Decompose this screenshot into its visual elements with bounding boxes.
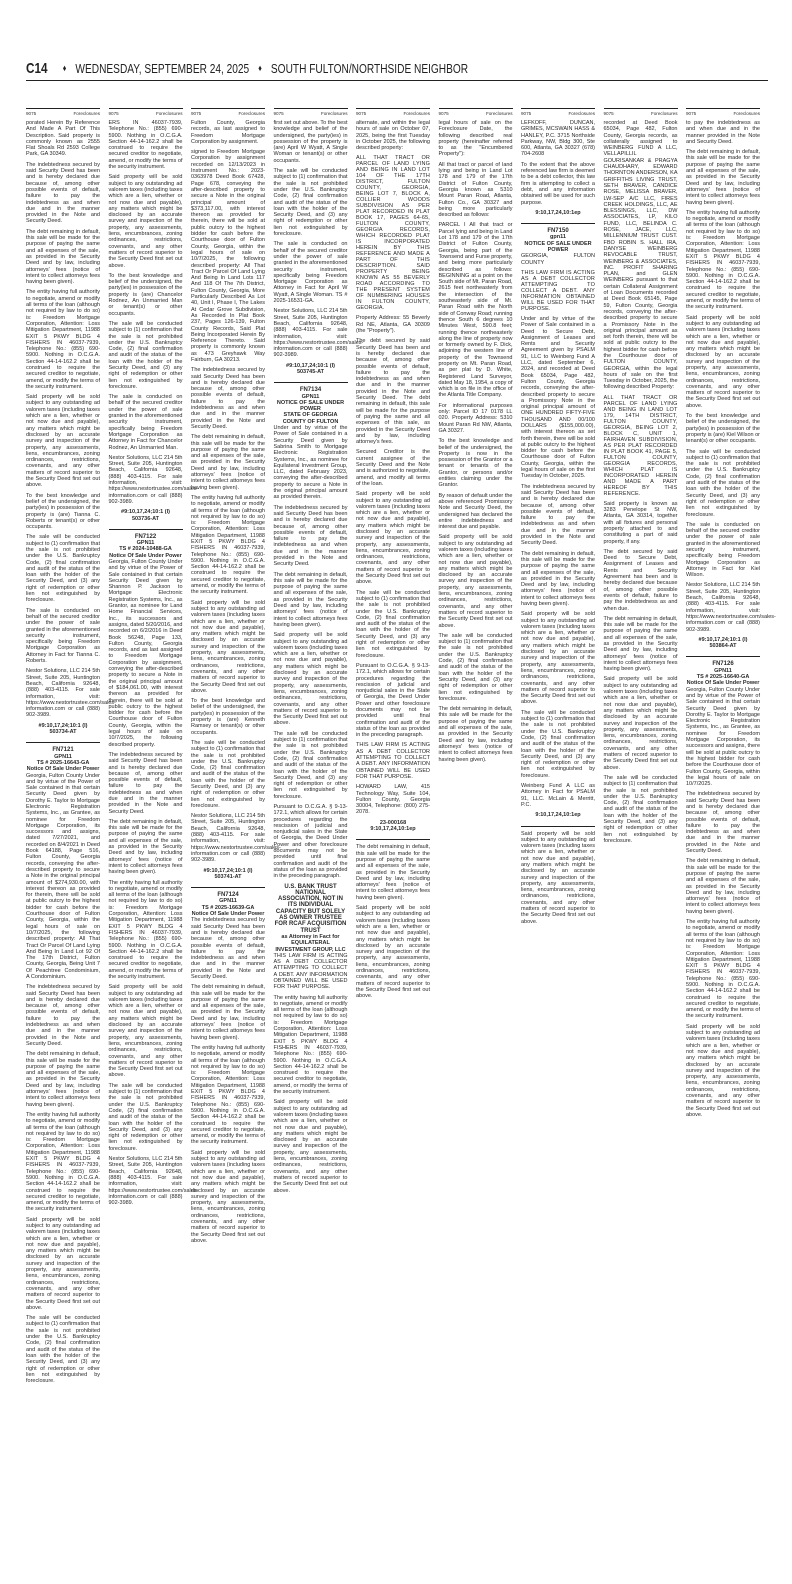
notice-paragraph: Property Address: 55 Beverly Rd NE, Atlanta, GA 30309 (the "Property"). [356, 315, 430, 335]
notice-paragraph: The entity having full authority to negotiate, amend or modify all terms of the loan (although not required by law to do so) is: Freedom Mortgage Corporation, Attention: Loss Mitigation Department, 11988 EXIT 5 PKWY BLDG 4 FISHERS IN 46037-7939, Telephone No.: (855) 690-5900. Nothing in O.C.G.A. Section 44-14-162.2 shall be construed to require the secured creditor to negotiate, amend, or modify the terms of the security instrument. [26, 1111, 100, 1213]
publication-reference: #9:10,17,24;10:1 (I) [203, 867, 253, 874]
notice-paragraph: Georgia, Fulton County Under and by virtue of the Power of Sale contained in that certain Security Deed given by Shannon P. Jackson to Mortgage Electronic Registration Systems, Inc., as Grantor, as nominee for Land Home Financial Services, Inc., its successors and assigns, dated 5/20/2016, and recorded on 6/2/2016 in Deed Book 56248, Page 133, Fulton County, Georgia records, and as last assigned to Freedom Mortgage Corporation by assignment, conveying the after-described property to secure a Note in the original principal amount of $184,061.00, with interest thereon as provided for therein, there will be sold at public outcry to the highest bidder for cash before the Courthouse door of Fulton County, Georgia, within the legal hours of sale on 10/7/2025, the following described property. [108, 559, 183, 748]
column-body [439, 120, 513, 763]
publication-reference: 9:10,17,24,10:1ep [370, 826, 416, 833]
notice-column [273, 108, 364, 1584]
notice-paragraph: The indebtedness secured by said Security Deed has been and is hereby declared due because of, among other possible events of default, failure to pay the indebtedness as and when due and in the manner provided in the Note and Security Deed. [26, 161, 100, 225]
notice-heading: Notice Of Sale Under Power [26, 766, 100, 773]
classified-label: Foreclosures [238, 111, 265, 116]
notice-heading: Notice Of Sale Under Power [191, 911, 265, 918]
notice-paragraph: Pursuant to O.C.G.A. § 9-13-172.1, which allows for certain procedures regarding the rescission of judicial and nonjudicial sales in the State of Georgia, the Deed Under Power and other foreclosure documents may not be provided until final confirmation and audit of the status of the loan as provided in the preceding paragraph. [356, 662, 430, 739]
notice-paragraph: The debt remaining in default, this sale will be made for the purpose of paying the same and all expenses of the sale, as provided in the Security Deed and by law, including attorneys' fees (notice of intent to collect attorneys fees having been given). [356, 844, 430, 901]
notice-paragraph: Georgia, Fulton County Under and by virtue of the Power of Sale contained in that certain Security Deed given by Dorothy E. Taylor to Mortgage Electronic Registration Systems, Inc., as Grantee, as nominee for Freedom Mortgage Corporation, its successors and assigns, dated 7/27/2021, and recorded on 8/4/2021 in Deed Book 64188, Page 516, Fulton County, Georgia records, conveying the after-described property to secure a Note in the original principal amount of $274,930.00, with interest thereon as provided for therein, there will be sold at public outcry to the highest bidder for cash before the Courthouse door of Fulton County, Georgia, within the legal hours of sale on 10/7/2025, the following described property: All That Tract Or Parcel Of Land Lying And Being In Land Lot 92 Of The 17th District, Fulton County, Georgia, Being Unit 7 Of Peachtree Condominium, A Condominium. [26, 772, 100, 980]
notice-paragraph: The sale will be conducted subject to (1) confirmation that the sale is not prohibited under the U.S. Bankruptcy Code, (2) final confirmation and audit of the status of the loan with the holder of the Security Deed, and (3) any right of redemption or other lien not extinguished by foreclosure. [26, 534, 100, 604]
page-masthead [26, 58, 768, 81]
notice-divider [356, 839, 430, 840]
notice-paragraph: The sale will be conducted subject to (1) confirmation that the sale is not prohibited under the U.S. Bankruptcy Code, (2) final confirmation and audit of the status of the loan with the holder of the Security Deed, and (3) any right of redemption or other lien not extinguished by foreclosure. [273, 730, 348, 800]
column-body [686, 120, 776, 1118]
notice-paragraph: porated Herein By Reference And Made A Part Of This Description. Said property is commonly known as 2555 Flat Shoals Rd 2593 College Park, GA 30349. [26, 120, 100, 158]
notice-heading: EQUILATERAL INVESTMENT GROUP, LLC [275, 940, 346, 953]
notice-paragraph: The debt remaining in default, this sale will be made for the purpose of paying the same and all expenses of the sale, as provided in the Security Deed and by law, including attorneys' fees (notice of intent to collect attorneys fees having been given). [686, 149, 760, 206]
notice-paragraph: Said property will be sold subject to any outstanding ad valorem taxes (including taxes which are a lien, whether or not now due and payable), any matters which might be disclosed by an accurate survey and inspection of the property, any assessments, liens, encumbrances, zoning ordinances, restrictions, covenants, and any other matters of record superior to the Security Deed first set out above. [686, 1023, 760, 1118]
publication-reference: #9:10,17,24;10:1 (I) [121, 509, 170, 516]
classified-code: 9075 [273, 111, 284, 116]
diamond-separator-icon: ♦ [258, 63, 262, 73]
column-body [108, 120, 199, 1207]
notice-paragraph: The indebtedness secured by said Security Deed has been and is hereby declared due because of, among other possible events of default, failure to pay the indebtedness as and when due and in the manner provided in the Note and Security Deed. [686, 791, 760, 855]
notice-paragraph: The debt remaining in default, this sale will be made for the purpose of paying the same and all expenses of the sale, as provided in the Security Deed and by law, including attorneys' fees (notice of intent to collect attorneys fees having been given). [521, 550, 595, 607]
notice-paragraph: The sale will be conducted subject to (1) confirmation that the sale is not prohibited under the U.S. Bankruptcy Code, (2) final confirmation and audit of the status of the loan with the holder of the Security Deed, and (3) any right of redemption or other lien not extinguished by foreclosure. [686, 448, 760, 518]
notice-paragraph: To the best knowledge and belief of the undersigned, the Property is now in the possession of the Grantor or a tenant or tenants of the Grantor, or persons and/or entities claiming under the Grantor. [438, 438, 513, 489]
notice-heading: TS # 2024-10488-GA [119, 546, 172, 553]
publication-reference: 503864-AT [709, 643, 737, 650]
notice-heading: STATE OF GEORGIA [283, 412, 338, 419]
notice-paragraph: Nestor Solutions, LLC 214 5th Street, Suite 205, Huntington Beach, California 92648, (888) 403-4115. For sale information, visit: https://www.nestortrustee.com/sales-information.com or call (888) 902-3989. [686, 582, 776, 633]
notice-heading: FN7121 [52, 747, 74, 754]
notice-heading: FN7150 [547, 228, 569, 235]
notice-heading: COUNTY OF FULTON [282, 418, 339, 425]
notice-paragraph: ERS IN 46037-7939, Telephone No.: (855) 690-5900. Nothing in O.C.G.A. Section 44-14-162.2 shall be construed to require the secured creditor to negotiate, amend, or modify the terms of the security instrument. [108, 120, 183, 171]
notice-paragraph: Said property is known as 3283 Penelope St NW, Atlanta, GA 30314, together with all fixtures and personal property attached to and constituting a part of said property, if any. [603, 500, 678, 545]
notice-paragraph: The sale will be conducted subject to (1) confirmation that the sale is not prohibited under the U.S. Bankruptcy Code, (2) final confirmation and audit of the status of the loan with the holder of the Security Deed, and (3) any right of redemption or other lien not extinguished by foreclosure. [356, 589, 430, 659]
classified-code: 9075 [356, 111, 367, 116]
notice-heading: gpn11 [550, 234, 566, 241]
notice-paragraph: The sale will be conducted subject to (1) confirmation that the sale is not prohibited under the U.S. Bankruptcy Code, (2) final confirmation and audit of the status of the loan with the holder of the Security Deed, and (3) any right of redemption or other lien not extinguished by foreclosure. [273, 168, 348, 238]
notice-heading: Notice Of Sale Under Power [109, 552, 182, 559]
publication-reference: 9:10,17,24,10:1ep [535, 812, 581, 819]
notice-paragraph: alternate, and within the legal hours of sale on October 07, 2025, being the first Tuesday in October 2025, the following described property: [356, 120, 430, 152]
notice-paragraph: Said property will be sold subject to any outstanding ad valorem taxes (including taxes which are a lien, whether or not now due and payable), any matters which might be disclosed by an accurate survey and inspection of the property, any assessments, liens, encumbrances, zoning ordinances, restrictions, covenants, and any other matters of record superior to the Security Deed first set out above. [686, 314, 760, 409]
notice-heading: FN7124 [217, 892, 239, 899]
notice-column [686, 108, 776, 1584]
notice-paragraph: The debt remaining in default, this sale will be made for the purpose of paying the same and all expenses of the sale, as provided in the Security Deed and by law, including attorneys' fees (notice of intent to collect attorneys fees having been given). [26, 1051, 100, 1108]
classified-label: Foreclosures [403, 111, 430, 116]
column-heading [686, 108, 760, 120]
notice-paragraph: The debt remaining in default, this sale will be made for the purpose of paying the same and all expenses of the sale, as provided in the Security Deed and by law, including attorneys' fees (notice of intent to collect attorneys fees having been given). [26, 228, 100, 286]
notice-column [604, 108, 678, 1584]
notice-paragraph: The debt secured by said Deed to Secure Debt, Assignment of Leases and Rents and Security Agreement has been and is hereby declared due because of, among other possible events of default, failure to pay the indebtedness as and when due. [603, 548, 678, 612]
notice-paragraph: Nestor Solutions, LLC 214 5th Street, Suite 205, Huntington Beach, California 92648, (888) 403-4115. For sale information, visit: https://www.nestortrustee.com/sales-information.com or call (888) 902-3989. [191, 813, 281, 864]
notice-heading: TS # 2025-16640-GA [696, 674, 750, 681]
notice-paragraph: Said property will be sold subject to any outstanding ad valorem taxes (including taxes which are a lien, whether or not now due and payable), any matters which might be disclosed by an accurate survey and inspection of the property, any assessments, liens, encumbrances, zoning ordinances, restrictions, covenants, and any other matters of record superior to the Security Deed first set out above. [438, 534, 513, 629]
notice-paragraph: Weinberg Fund A LLC as Attorney in Fact for PSALM 91, LLC. McLain & Merritt, P.C. [521, 783, 595, 808]
notice-paragraph: The entity having full authority to negotiate, amend or modify all terms of the loan (although not required by law to do so) is: Freedom Mortgage Corporation, Attention: Loss Mitigation Department, 11988 EXIT 5 PKWY BLDG 4 FISHERS IN 46037-7939, Telephone No.: (855) 690-5900. Nothing in O.C.G.A. Section 44-14-162.2 shall be construed to require the secured creditor to negotiate, amend, or modify the terms of the security instrument. [26, 289, 100, 390]
classified-code: 9075 [521, 111, 532, 116]
notice-paragraph: To the best knowledge and belief of the undersigned, the party(ies) in possession of the property is (are) Kiel Wilson or tenant(s) or other occupants. [686, 413, 760, 445]
notice-paragraph: Said property will be sold subject to any outstanding ad valorem taxes (including taxes which are a lien, whether or not now due and payable), any matters which might be disclosed by an accurate survey and inspection of the property, any assessments, liens, encumbrances, zoning ordinances, restrictions, covenants, and any other matters of record superior to the Security Deed first set out above. [273, 1099, 348, 1194]
notice-paragraph: Said property will be sold subject to any outstanding ad valorem taxes (including taxes which are a lien, whether or not now due and payable), any matters which might be disclosed by an accurate survey and inspection of the property, any assessments, liens, encumbrances, zoning ordinances, restrictions, covenants, and any other matters of record superior to the Security Deed first set out above. [603, 676, 678, 771]
notice-column [521, 108, 595, 1584]
notice-paragraph: The debt remaining in default, this sale will be made for the purpose of paying the same and all expenses of the sale, as provided in the Security Deed and by law, including attorneys' fees (notice of intent to collect attorneys fees having been given). [191, 984, 265, 1041]
notice-paragraph: The debt remaining in default, this sale will be made for the purpose of paying the same and all expenses of the sale, as provided in the Security Deed and by law, including attorneys' fees (notice of intent to collect attorneys fees having been given). [686, 858, 760, 915]
notice-heading: NOTICE OF SALE UNDER POWER [276, 399, 345, 413]
notice-paragraph: to pay the indebtedness as and when due and in the manner provided in the Note and Security Deed. [686, 120, 760, 145]
notice-column [439, 108, 513, 1584]
notice-paragraph: Secured Creditor is the current assignee of the Security Deed and the Note and is authorized to negotiate, amend, and modify all terms of the loan. [356, 449, 430, 487]
notice-paragraph: The sale will be conducted subject to (1) confirmation that the sale is not prohibited under the U.S. Bankruptcy Code, (2) final confirmation and audit of the status of the loan with the holder of the Security Deed, and (3) any right of redemption or other lien not extinguished by foreclosure. [191, 739, 265, 809]
column-heading [356, 108, 430, 120]
classified-label: Foreclosures [155, 111, 183, 116]
notice-paragraph: The entity having full authority to negotiate, amend or modify all terms of the loan (although not required by law to do so) is: Freedom Mortgage Corporation, Attention: Loss Mitigation Department, 11988 EXIT 5 PKWY BLDG 4 FISHERS IN 46037-7939, Telephone No.: (855) 690-5900. Nothing in O.C.G.A. Section 44-14-162.2 shall be construed to require the secured creditor to negotiate, amend, or modify the terms of the security instrument. [273, 994, 348, 1096]
notice-paragraph: The debt remaining in default, this sale will be made for the purpose of paying the same and all expenses of the sale, as provided in the Security Deed and by law, including attorneys' fees (notice of intent to collect attorneys fees having been given). [603, 615, 678, 673]
notice-paragraph: To the best knowledge and belief of the undersigned, the party(ies) in possession of the property is (are) Tianna C. Roberts or tenant(s) or other occupants. [26, 492, 100, 531]
notice-paragraph: The debt remaining in default, this sale will be made for the purpose of paying the same and all expenses of the sale, as provided in the Security Deed and by law, including attorneys' fees (notice of intent to collect attorneys fees having been given). [438, 706, 513, 763]
notice-heading: GPN11 [54, 753, 72, 760]
section-name: SOUTH FULTON/NORTHSIDE NEIGHBOR [270, 61, 469, 76]
notice-paragraph: To the extent that the above referenced law firm is deemed to be a debt collector, this law firm is attempting to collect a debt, and any information obtained will be used for such purpose. [521, 161, 595, 206]
notice-paragraph: Georgia, Fulton County Under and by virtue of the Power of Sale contained in that certain Security Deed given by Dorothy E. Taylor to Mortgage Electronic Registration Systems, Inc., as Grantee, as nominee for Freedom Mortgage Corporation, its successors and assigns, there will be sold at public outcry to the highest bidder for cash before the Courthouse door of Fulton County, Georgia, within the legal hours of sale on 10/7/2025. [686, 686, 760, 788]
notice-paragraph: GEORGIA, FULTON COUNTY [521, 253, 595, 266]
notice-paragraph: Nestor Solutions, LLC 214 5th Street, Suite 205, Huntington Beach, California 92648, (888) 403-4115. For sale information, visit: https://www.nestortrustee.com/sales-information.com or call (888) 902-3989. [108, 454, 199, 505]
diamond-separator-icon: ♦ [62, 63, 67, 73]
notice-paragraph: Fulton County, Georgia records, as last assigned to Freedom Mortgage Corporation by assignment. [191, 120, 265, 145]
notice-paragraph: The sale will be conducted subject to (1) confirmation that the sale is not prohibited under the U.S. Bankruptcy Code, (2) final confirmation and audit of the status of the loan with the holder of the Security Deed, and (3) any right of redemption or other lien not extinguished by foreclosure. [521, 709, 595, 779]
classified-label: Foreclosures [485, 111, 513, 116]
notice-divider [686, 656, 760, 657]
notice-divider [26, 742, 100, 743]
notice-divider [521, 223, 595, 224]
column-heading [109, 108, 183, 120]
column-body [604, 120, 678, 844]
notice-paragraph: The entity having full authority to negotiate, amend or modify all terms of the loan (although not required by law to do so) is: Freedom Mortgage Corporation, Attention: Loss Mitigation Department, 11988 EXIT 5 PKWY BLDG 4 FISHERS IN 46037-7939, Telephone No.: (855) 690-5900. Nothing in O.C.G.A. Section 44-14-162.2 shall be construed to require the secured creditor to negotiate, amend, or modify the terms of the security instrument. [108, 879, 183, 980]
notice-paragraph: The debt remaining in default, this sale will be made for the purpose of paying the same and all expenses of the sale, as provided in the Security Deed and by law, including attorneys' fees (notice of intent to collect attorneys fees having been given). [191, 434, 265, 491]
notice-heading: FN7122 [134, 533, 157, 540]
notice-paragraph: Pursuant to O.C.G.A. § 9-13-172.1, which allows for certain procedures regarding the rescission of judicial and nonjudicial sales in the State of Georgia, the Deed Under Power and other foreclosure documents may not be provided until final confirmation and audit of the status of the loan as provided in the preceding paragraph. [273, 803, 348, 880]
notice-divider [109, 529, 183, 530]
publication-reference: 503734-AT [49, 729, 77, 736]
notice-paragraph: THIS LAW FIRM IS ACTING AS A DEBT COLLECTOR ATTEMPTING TO COLLECT A DEBT. ANY INFORMATION OBTAINED WILL BE USED FOR THAT PURPOSE. [521, 269, 595, 312]
classified-code: 9075 [108, 111, 119, 116]
notice-paragraph: HOWARD LAW, 415 Technology Way, Suite 104, Fulton County, Georgia 30004, Telephone: (800) 275-2078. [356, 784, 430, 816]
notice-paragraph: The sale will be conducted subject to (1) confirmation that the sale is not prohibited under the U.S. Bankruptcy Code, (2) final confirmation and audit of the status of the loan with the holder of the Security Deed, and (3) any right of redemption or other lien not extinguished by foreclosure. [438, 632, 513, 702]
notice-paragraph: The indebtedness secured by said Security Deed has been and is hereby declared due because of, among other possible events of default, failure to pay the indebtedness as and when due and in the manner provided in the Note and Security Deed. [191, 367, 265, 430]
classified-code: 9075 [26, 111, 37, 116]
notice-paragraph: ALL THAT TRACT OR PARCEL OF LAND LYING AND BEING IN LAND LOT 179, 14TH DISTRICT, FULTON COUNTY, GEORGIA, BEING LOT 2, BLOCK C, UNIT 1, FAIRHAVEN SUBDIVISION, AS PER PLAT RECORDED IN PLAT BOOK 41, PAGE 5, FULTON COUNTY, GEORGIA RECORDS, WHICH PLAT IS INCORPORATED HEREIN AND MADE A PART HEREOF BY THIS REFERENCE. [603, 394, 678, 497]
notice-paragraph: ALL THAT TRACT OR PARCEL OF LAND LYING AND BEING IN LAND LOT 104 OF THE 17TH DISTRICT, FULTON COUNTY, GEORGIA, BEING LOT 7, BLOCK A, COLLIER WOODS SUBDIVISION AS PER PLAT RECORDED IN PLAT BOOK 17, PAGES 64-65, FULTON COUNTY, GEORGIA RECORDS, WHICH RECORDED PLAT IS INCORPORATED HEREIN BY THIS REFERENCE AND MADE A PART OF THIS DESCRIPTION. SAID PROPERTY BEING KNOWN AS 55 BEVERLY ROAD ACCORDING TO THE PRESENT SYSTEM OF NUMBERING HOUSES IN FULTON COUNTY, GEORGIA. [356, 155, 430, 312]
notice-paragraph: Said property will be sold subject to any outstanding ad valorem taxes (including taxes which are a lien, whether or not now due and payable), any matters which might be disclosed by an accurate survey and inspection of the property, any assessments, liens, encumbrances, zoning ordinances, restrictions, covenants, and any other matters of record superior to the Security Deed first set out above. [108, 174, 183, 269]
notice-paragraph: THIS LAW FIRM IS ACTING AS A DEBT COLLECTOR ATTEMPTING TO COLLECT A DEBT. ANY INFORMATION OBTAINED WILL BE USED FOR THAT PURPOSE. [273, 952, 348, 991]
notice-paragraph: Said property will be sold subject to any outstanding ad valorem taxes (including taxes which are a lien, whether or not now due and payable), any matters which might be disclosed by an accurate survey and inspection of the property, any assessments, liens, encumbrances, zoning ordinances, restrictions, covenants, and any other matters of record superior to the Security Deed first set out above. [108, 984, 183, 1079]
classified-label: Foreclosures [650, 111, 678, 116]
column-body [356, 120, 430, 999]
column-heading [274, 108, 348, 120]
notice-paragraph: The indebtedness secured by said Security Deed has been and is hereby declared due because of, among other possible events of default, failure to pay the indebtedness as and when due and in the manner provided in the Note and Security Deed. [521, 483, 595, 547]
notice-paragraph: The sale will be conducted subject to (1) confirmation that the sale is not prohibited under the U.S. Bankruptcy Code, (2) final confirmation and audit of the status of the loan with the holder of the Security Deed, and (3) any right of redemption or other lien not extinguished by foreclosure. [108, 1082, 183, 1152]
notice-paragraph: The sale will be conducted subject to (1) confirmation that the sale is not prohibited under the U.S. Bankruptcy Code, (2) final confirmation and audit of the status of the loan with the holder of the Security Deed, and (3) any right of redemption or other lien not extinguished by foreclosure. [108, 320, 183, 390]
notice-column [356, 108, 430, 1584]
notice-heading: GPN11 [714, 667, 732, 674]
classified-code: 9075 [603, 111, 614, 116]
publication-reference: 23-000168 [379, 819, 407, 826]
notice-paragraph: PARCEL I All that tract or Parcel lying and being in Land Lot 178 and 179 of the 17th District of Fulton County, Georgia, being part of the Townsend and Furse property, and being more particularly described as follows: BEGINNING at a point on the South side of Mt. Paran Road, 2615 feet northeasterly from the intersection of the southeasterly side of Mt. Paran Road with the North side of Conway Road; running thence South 6 degrees 10 Minutes West, 590.8 feet; running thence northeasterly along the line of property now or formerly owned by F. Dick, adjoining the western line of property of the Townsend property on Mt. Paran Road, as per plat by D. White, Registered Land Surveyor, dated May 18, 1954, a copy of which is on file in the office of the Atlanta Title Company. [438, 222, 513, 399]
notice-paragraph: The sale will be conducted subject to (1) confirmation that the sale is not prohibited under the U.S. Bankruptcy Code, (2) final confirmation and audit of the status of the loan with the holder of the Security Deed, and (3) any right of redemption or other lien not extinguished by foreclosure. [603, 774, 678, 844]
column-body [191, 120, 281, 1244]
notice-divider [274, 382, 348, 383]
notice-paragraph: The entity having full authority to negotiate, amend or modify all terms of the loan (although not required by law to do so) is: Freedom Mortgage Corporation, Attention: Loss Mitigation Department, 11988 EXIT 5 PKWY BLDG 4 FISHERS IN 46037-7939, Telephone No.: (855) 690-5900. Nothing in O.C.G.A. Section 44-14-162.2 shall be construed to require the secured creditor to negotiate, amend, or modify the terms of the security instrument. [686, 919, 760, 1020]
notice-column [26, 108, 116, 1584]
publication-reference: #9:10,17,24;10:1 (I) [698, 636, 748, 643]
notice-paragraph: The entity having full authority to negotiate, amend or modify all terms of the loan (although not required by law to do so) is: Freedom Mortgage Corporation, Attention: Loss Mitigation Department, 11988 EXIT 5 PKWY BLDG 4 FISHERS IN 46037-7939, Telephone No.: (855) 690-5900. Nothing in O.C.G.A. Section 44-14-162.2 shall be construed to require the secured creditor to negotiate, amend, or modify the terms of the security instrument. [191, 494, 265, 596]
notice-paragraph: The debt remaining in default, this sale will be made for the purpose of paying the same and all expenses of the sale, as provided in the Security Deed and by law, including attorneys' fees (notice of intent to collect attorneys fees having been given). [273, 571, 348, 628]
notice-heading: TS # 2025-16643-GA [36, 759, 90, 766]
notice-paragraph: To the best knowledge and belief of the undersigned, the party(ies) in possession of the property is (are) Chancelor Rodnez, An Unmarried Man or tenant(s) or other occupants. [108, 272, 183, 317]
notice-paragraph: To the best knowledge and belief of the undersigned, the party(ies) in possession of the property is (are) Kenneth Ramsey or tenant(s) or other occupants. [191, 698, 265, 736]
publication-reference: #9:10,17,24;10:1 (I) [286, 362, 335, 369]
notice-paragraph: Said property will be sold subject to any outstanding ad valorem taxes (including taxes which are a lien, whether or not now due and payable), any matters which might be disclosed by an accurate survey and inspection of the property, any assessments, liens, encumbrances, zoning ordinances, restrictions, covenants, and any other matters of record superior to the Security Deed first set out above. [521, 830, 595, 925]
notice-column [108, 108, 199, 1584]
notice-paragraph: The sale is conducted on behalf of the secured creditor under the power of sale granted in the aforementioned security instrument, specifically being Freedom Mortgage Corporation as Attorney in Fact for Tianna C. Roberts. [26, 607, 100, 665]
notice-paragraph: recorded at Deed Book 65034, Page 482, Fulton County, Georgia records, as collaterally assigned to WEINBERG FUND A LLC, VELLAPILLIL GOURISANKAR & PRAGYA CHAUDHARY, EDWARD THORNTON ANDERSON, KA GRIFFITHS LIVING TRUST, SETH BRAVER, CANDICE ROSE, MELISSA BRAVER, LW-SEP A/C LLC, FIRES CREEK HOLDINGS, LLC, AE BLESSINGS, LLC, DW ASSOCIATES, LP, KILO FUND, LLC, BELINDA C. ROSE, JACE, LLC, MILLENNIUM TRUST CUST. FBO ROBIN S. HALL IRA, DANYSE WEINBERG REVOCABLE TRUST, WEINBERG & ASSOCIATES, INC. PROFIT SHARING PLAN, and GLEN WEINBERG pursuant to that certain Collateral Assignment of Loan Documents recorded at Deed Book 65145, Page 59, Fulton County, Georgia records, conveying the after-described property to secure a Promissory Note in the original principal amount as set forth therein, there will be sold at public outcry to the highest bidder for cash before the Courthouse door of FULTON COUNTY, GEORGIA, within the legal hours of sale on the first Tuesday in October, 2025, the following described Property: [603, 120, 678, 391]
notice-paragraph: The entity having full authority to negotiate, amend or modify all terms of the loan (although not required by law to do so) is: Freedom Mortgage Corporation, Attention: Loss Mitigation Department, 11988 EXIT 5 PKWY BLDG 4 FISHERS IN 46037-7939, Telephone No.: (855) 690-5900. Nothing in O.C.G.A. Section 44-14-162.2 shall be construed to require the secured creditor to negotiate, amend, or modify the terms of the security instrument. [686, 209, 760, 311]
classified-label: Foreclosures [733, 111, 760, 116]
notice-column [191, 108, 281, 1584]
classified-label: Foreclosures [320, 111, 348, 116]
notice-heading: GPN11 [136, 540, 155, 547]
notice-paragraph: Under and by virtue of the Power of Sale contained in a Deed to Secure Debt, Assignment of Leases and Rents and Security Agreement given by PSALM 91, LLC to Weinberg Fund A LLC, dated September 6, 2024, and recorded at Deed Book 65034, Page 482, Fulton County, Georgia records, conveying the after-described property to secure a Promissory Note in the original principal amount of ONE HUNDRED FIFTY-FIVE THOUSAND AND 00/100 DOLLARS ($155,000.00), with interest thereon as set forth therein, there will be sold at public outcry to the highest bidder for cash before the Courthouse door of Fulton County, Georgia, within the legal hours of sale on the first Tuesday in October, 2025. [521, 315, 595, 480]
column-heading [439, 108, 513, 120]
notice-paragraph: legal hours of sale on the Foreclosure Date, the following described real property (hereinafter referred to as the "Encumbered Property"): [438, 120, 513, 158]
notice-paragraph: Nestor Solutions, LLC 214 5th Street, Suite 205, Huntington Beach, California 92648, (888) 403-4115. For sale information, visit: https://www.nestortrustee.com/sales-information.com or call (888) 902-3989. [108, 1156, 199, 1207]
publication-reference: 503745-AT [296, 368, 325, 375]
notice-divider [191, 887, 265, 888]
publication-reference: #9:10,17,24;10:1 (I) [38, 722, 88, 729]
notice-paragraph: The sale will be conducted subject to (1) confirmation that the sale is not prohibited under the U.S. Bankruptcy Code, (2) final confirmation and audit of the status of the loan with the holder of the Security Deed, and (3) any right of redemption or other lien not extinguished by foreclosure. [26, 1315, 100, 1385]
notice-paragraph: All that tract or parcel of land lying and being in Land Lot 178 and 179 of the 17th District of Fulton County, Georgia known as 5310 Mount Paran Road, Atlanta, Fulton Co., GA 30327 and being more particularly described as follows: [438, 161, 513, 219]
notice-paragraph: The sale is conducted on behalf of the secured creditor under the power of sale granted in the aforementioned security instrument, specifically being Freedom Mortgage Corporation as Attorney in Fact for Chancelor Rodnez, An Unmarried Man. [108, 394, 183, 451]
notice-heading: NOTICE OF SALE UNDER POWER [524, 240, 592, 254]
notice-heading: FN7126 [712, 661, 734, 668]
notice-paragraph: Under and by virtue of the Power of Sale contained in a Security Deed given by Sabrina Smith to Mortgage Electronic Registration Systems, Inc., as nominee for Equilateral Investment Group, LLC, dated February 2023, conveying the after-described property to secure a Note in the original principal amount as provided therein. [273, 425, 348, 501]
classified-label: Foreclosures [568, 111, 595, 116]
notice-paragraph: The indebtedness secured by said Security Deed has been and is hereby declared due because of, among other possible events of default, failure to pay the indebtedness as and when due and in the manner provided in the Note and Security Deed. [108, 751, 183, 815]
notice-paragraph: Said property will be sold subject to any outstanding ad valorem taxes (including taxes which are a lien, whether or not now due and payable), any matters which might be disclosed by an accurate survey and inspection of the property, any assessments, liens, encumbrances, zoning ordinances, restrictions, covenants, and any other matters of record superior to the Security Deed first set out above. [273, 632, 348, 727]
column-heading [191, 108, 265, 120]
classified-code: 9075 [438, 111, 449, 116]
publication-reference: 9:10,17,24,10:1ep [535, 209, 581, 216]
notice-paragraph: By reason of default under the above referenced Promissory Note and Security Deed, the undersigned has declared the entire indebtedness and interest due and payable. [438, 492, 513, 531]
notice-paragraph: Nestor Solutions, LLC 214 5th Street, Suite 205, Huntington Beach, California 92648, (888) 403-4115. For sale information, visit: https://www.nestortrustee.com/sales-information.com or call (888) 902-3989. [26, 668, 116, 719]
column-heading [26, 108, 100, 120]
notice-paragraph: Said property will be sold subject to any outstanding ad valorem taxes (including taxes which are a lien, whether or not now due and payable), any matters which might be disclosed by an accurate survey and inspection of the property, any assessments, liens, encumbrances, zoning ordinances, restrictions, covenants, and any other matters of record superior to the Security Deed first set out above. [26, 394, 100, 489]
notice-paragraph: For informational purposes only: Parcel ID 17 0178 LL 020. Property Address: 5310 Mount Paran Rd NW, Atlanta, GA 30327. [438, 402, 513, 434]
notice-heading: GPN11 [219, 898, 237, 905]
notice-paragraph: Said property will be sold subject to any outstanding ad valorem taxes (including taxes which are a lien, whether or not now due and payable), any matters which might be disclosed by an accurate survey and inspection of the property, any assessments, liens, encumbrances, zoning ordinances, restrictions, covenants, and any other matters of record superior to the Security Deed first set out above. [191, 1149, 265, 1244]
notice-heading: GPN11 [301, 393, 320, 400]
notice-paragraph: The sale is conducted on behalf of the secured creditor under the power of sale granted in the aforementioned security instrument, specifically being Freedom Mortgage Corporation as Attorney in Fact for Kiel Wilson. [686, 521, 760, 579]
column-body [273, 120, 364, 1194]
notice-heading: Notice Of Sale Under Power [686, 680, 760, 687]
column-body [26, 120, 116, 1385]
notice-paragraph: The entity having full authority to negotiate, amend or modify all terms of the loan (although not required by law to do so) is: Freedom Mortgage Corporation, Attention: Loss Mitigation Department, 11988 EXIT 5 PKWY BLDG 4 FISHERS IN 46037-7939, Telephone No.: (855) 690-5900. Nothing in O.C.G.A. Section 44-14-162.2 shall be construed to require the secured creditor to negotiate, amend, or modify the terms of the security instrument. [191, 1044, 265, 1146]
notice-heading: as Attorney in Fact for [281, 933, 340, 940]
notice-paragraph: The debt remaining in default, this sale will be made for the purpose of paying the same and all expenses of the sale, as provided in the Security Deed and by law, including attorneys' fees (notice of intent to collect attorneys fees having been given). [108, 818, 183, 876]
classified-label: Foreclosures [73, 111, 100, 116]
notice-divider [521, 826, 595, 827]
notice-paragraph: Said property will be sold subject to any outstanding ad valorem taxes (including taxes which are a lien, whether or not now due and payable), any matters which might be disclosed by an accurate survey and inspection of the property, any assessments, liens, encumbrances, zoning ordinances, restrictions, covenants, and any other matters of record superior to the Security Deed first set out above. [521, 611, 595, 706]
notice-paragraph: Nestor Solutions, LLC 214 5th Street, Suite 205, Huntington Beach, California 92648, (888) 403-4115. For sale information, visit: https://www.nestortrustee.com/sales-information.com or call (888) 902-3989. [273, 308, 364, 359]
publication-reference: 503736-AT [131, 515, 160, 522]
foreclosure-notices-columns [26, 108, 776, 1584]
page-number: C14 [26, 60, 48, 77]
issue-date: WEDNESDAY, SEPTEMBER 24, 2025 [75, 61, 250, 76]
column-body [521, 120, 595, 925]
notice-paragraph: first set out above. To the best knowledge and belief of the undersigned, the party(ies) in possession of the property is (are) April W Wyatt, A Single Woman or tenant(s) or other occupants. [273, 120, 348, 164]
notice-paragraph: signed to Freedom Mortgage Corporation by assignment recorded on 12/13/2023 in Instrument No.: 2023-0363978 Deed Book 67428, Page 678, conveying the after-described property to secure a Note in the original principal amount of $373,117.00, with interest thereon as provided for therein, there will be sold at public outcry to the highest bidder for cash before the Courthouse door of Fulton County, Georgia, within the legal hours of sale on 10/7/2025, the following described property: All That Tract Or Parcel Of Land Lying And Being In Land Lots 117 And 118 Of The 7th District, Fulton County, Georgia, More Particularly Described As Lot 40, Unit I, Phase I, The Lakes At Cedar Grove Subdivision, As Recorded In Plat Book 237, Pages 126-139, Fulton County Records, Said Plat Being Incorporated Herein By Reference Thereto. Said property is commonly known as 473 Greyhawk Way Fairburn, GA 30213. [191, 149, 265, 363]
column-heading [521, 108, 595, 120]
notice-paragraph: The indebtedness secured by said Security Deed has been and is hereby declared due because of, among other possible events of default, failure to pay the indebtedness as and when due and in the manner provided in the Note and Security Deed. [191, 917, 265, 980]
notice-paragraph: Said property will be sold subject to any outstanding ad valorem taxes (including taxes which are a lien, whether or not now due and payable), any matters which might be disclosed by an accurate survey and inspection of the property, any assessments, liens, encumbrances, zoning ordinances, restrictions, covenants, and any other matters of record superior to the Security Deed first set out above. [191, 599, 265, 694]
classified-code: 9075 [686, 111, 697, 116]
publication-reference: 503741-AT [214, 873, 242, 880]
notice-paragraph: The debt secured by said Security Deed has been and is hereby declared due because of, among other possible events of default, failure to pay the indebtedness as and when due and in the manner provided in the Note and Security Deed. The debt remaining in default, this sale will be made for the purpose of paying the same and all expenses of this sale, as provided in the Security Deed and by law, including attorney's fees. [356, 338, 430, 446]
notice-paragraph: Said property will be sold subject to any outstanding ad valorem taxes (including taxes which are a lien, whether or not now due and payable), any matters which might be disclosed by an accurate survey and inspection of the property, any assessments, liens, encumbrances, zoning ordinances, restrictions, covenants, and any other matters of record superior to the Security Deed first set out above. [26, 1216, 100, 1311]
notice-paragraph: The indebtedness secured by said Security Deed has been and is hereby declared due because of, among other possible events of default, failure to pay the indebtedness as and when due and in the manner provided in the Note and Security Deed. [26, 984, 100, 1047]
notice-paragraph: Said property will be sold subject to any outstanding ad valorem taxes (including taxes which are a lien, whether or not now due and payable), any matters which might be disclosed by an accurate survey and inspection of the property, any assessments, liens, encumbrances, zoning ordinances, restrictions, covenants, and any other matters of record superior to the Security Deed first set out above. [356, 491, 430, 586]
notice-paragraph: Said property will be sold subject to any outstanding ad valorem taxes (including taxes which are a lien, whether or not now due and payable), any matters which might be disclosed by an accurate survey and inspection of the property, any assessments, liens, encumbrances, zoning ordinances, restrictions, covenants, and any other matters of record superior to the Security Deed first set out above. [356, 905, 430, 1000]
notice-heading: U.S. BANK TRUST NATIONAL ASSOCIATION, NOT IN ITS INDIVIDUAL CAPACITY BUT SOLELY AS OWNER TRUSTEE FOR RCAF ACQUISITION TRUST [274, 883, 347, 934]
notice-paragraph: The indebtedness secured by said Security Deed has been and is hereby declared due because of, among other possible events of default, failure to pay the indebtedness as and when due and in the manner provided in the Note and Security Deed. [273, 504, 348, 568]
notice-paragraph: LEFKOFF, DUNCAN, GRIMES, MCSWAIN HASS & HANLEY, P.C. 3715 Northside Parkway, NW, Bldg 300, Ste 600, Atlanta, GA 30327 (678) 704-2608 [521, 120, 595, 158]
notice-heading: FN7134 [299, 387, 322, 394]
notice-paragraph: THIS LAW FIRM IS ACTING AS A DEBT COLLECTOR ATTEMPTING TO COLLECT A DEBT. ANY INFORMATION OBTAINED WILL BE USED FOR THAT PURPOSE. [356, 742, 430, 780]
notice-heading: TS # 2025-16639-GA [201, 904, 255, 911]
notice-paragraph: The sale is conducted on behalf of the secured creditor under the power of sale granted in the aforementioned security instrument, specifically being Freedom Mortgage Corporation as Attorney in Fact for April W Wyatt, A Single Woman. TS # 2025-16531-GA. [273, 241, 348, 305]
classified-code: 9075 [191, 111, 202, 116]
column-heading [604, 108, 678, 120]
